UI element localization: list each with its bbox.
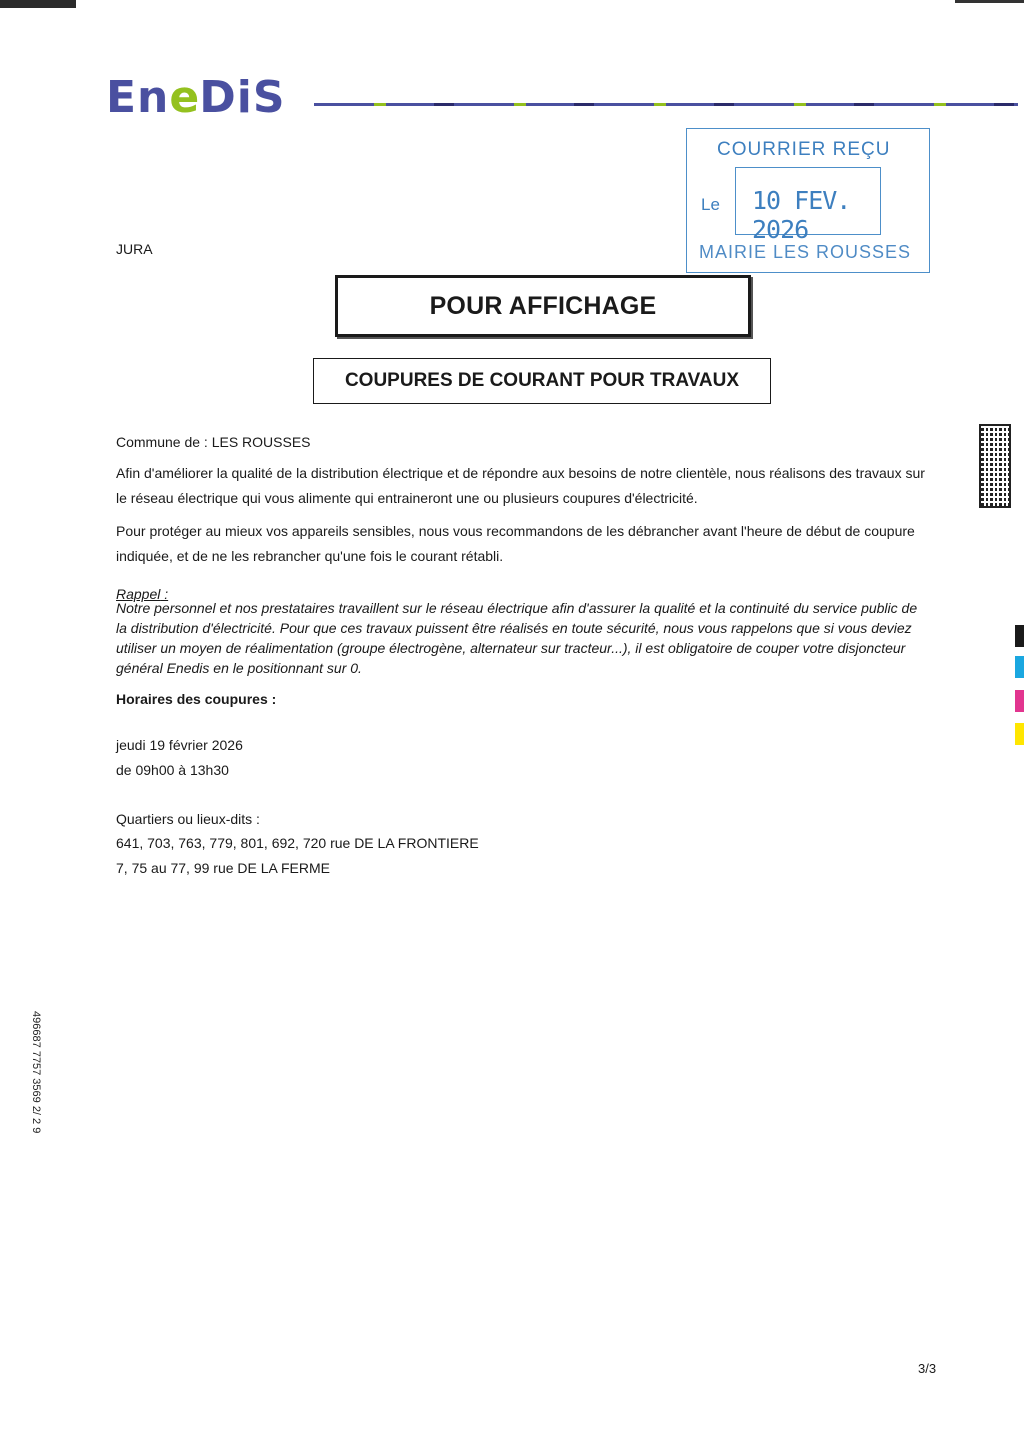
quartiers-heading: Quartiers ou lieux-dits : [116, 811, 260, 827]
side-reference-code: 496687 7757 3569 2/ 2 9 [30, 1011, 42, 1134]
print-color-mark-cyan [1015, 656, 1024, 678]
stamp-le-label: Le [701, 195, 720, 214]
print-color-mark-yellow [1015, 723, 1024, 745]
horaires-heading: Horaires des coupures : [116, 691, 277, 707]
affichage-title: POUR AFFICHAGE [429, 291, 657, 320]
intro-paragraph: Afin d'améliorer la qualité de la distribution électrique et de répondre aux besoins de notre clientèle, nous réalisons des travaux sur le réseau électrique qui vous alimente qui entraineront une ou plusieurs coupures d'électricité. [116, 465, 925, 506]
logo-text-part1: En [106, 71, 170, 123]
stamp-date: 10 FEV. 2026 [752, 186, 851, 244]
logo-text-part3: DiS [199, 71, 286, 123]
coupure-time: de 09h00 à 13h30 [116, 762, 229, 778]
enedis-logo [106, 71, 286, 123]
print-color-mark-magenta [1015, 690, 1024, 712]
print-color-mark-black [1015, 625, 1024, 647]
stamp-line2: MAIRIE LES ROUSSES [699, 242, 912, 262]
affichage-banner [335, 275, 751, 337]
logo-text-part2: e [169, 71, 200, 123]
logo-divider-line [314, 103, 1018, 106]
scan-edge-mark [955, 0, 1024, 3]
coupures-title: COUPURES DE COURANT POUR TRAVAUX [344, 370, 740, 391]
stamp-date-box [735, 167, 881, 244]
scan-edge-mark [0, 0, 76, 8]
department-label: JURA [116, 241, 153, 257]
commune-line: Commune de : LES ROUSSES [116, 434, 311, 450]
stamp-line1: COURRIER REÇU [717, 139, 891, 160]
coupure-date: jeudi 19 février 2026 [116, 737, 243, 753]
coupures-banner [313, 358, 771, 404]
page-number: 3/3 [918, 1361, 937, 1376]
protection-paragraph: Pour protéger au mieux vos appareils sensibles, nous vous recommandons de les débrancher avant l'heure de début de coupure indiquée, et de ne les rebrancher qu'une fois le courant rétabli. [116, 523, 915, 564]
rappel-colon: : [160, 586, 169, 602]
address-line: 7, 75 au 77, 99 rue DE LA FERME [116, 860, 331, 876]
address-line: 641, 703, 763, 779, 801, 692, 720 rue DE LA FRONTIERE [116, 835, 479, 851]
rappel-title: Rappel [116, 586, 161, 602]
received-mail-stamp [686, 128, 930, 273]
rappel-body: Notre personnel et nos prestataires travaillent sur le réseau électrique afin d'assurer la qualité et la continuité du service public de la distribution d'électricité. Pour que ces travaux puissent être réalisés en toute sécurité, nous vous rappelons que si vous deviez utiliser un moyen de réalimentation (groupe électrogène, alternateur sur tracteur...), il est obligatoire de couper votre disjoncteur général Enedis en le positionnant sur 0. [116, 600, 918, 676]
datamatrix-code [979, 424, 1011, 508]
